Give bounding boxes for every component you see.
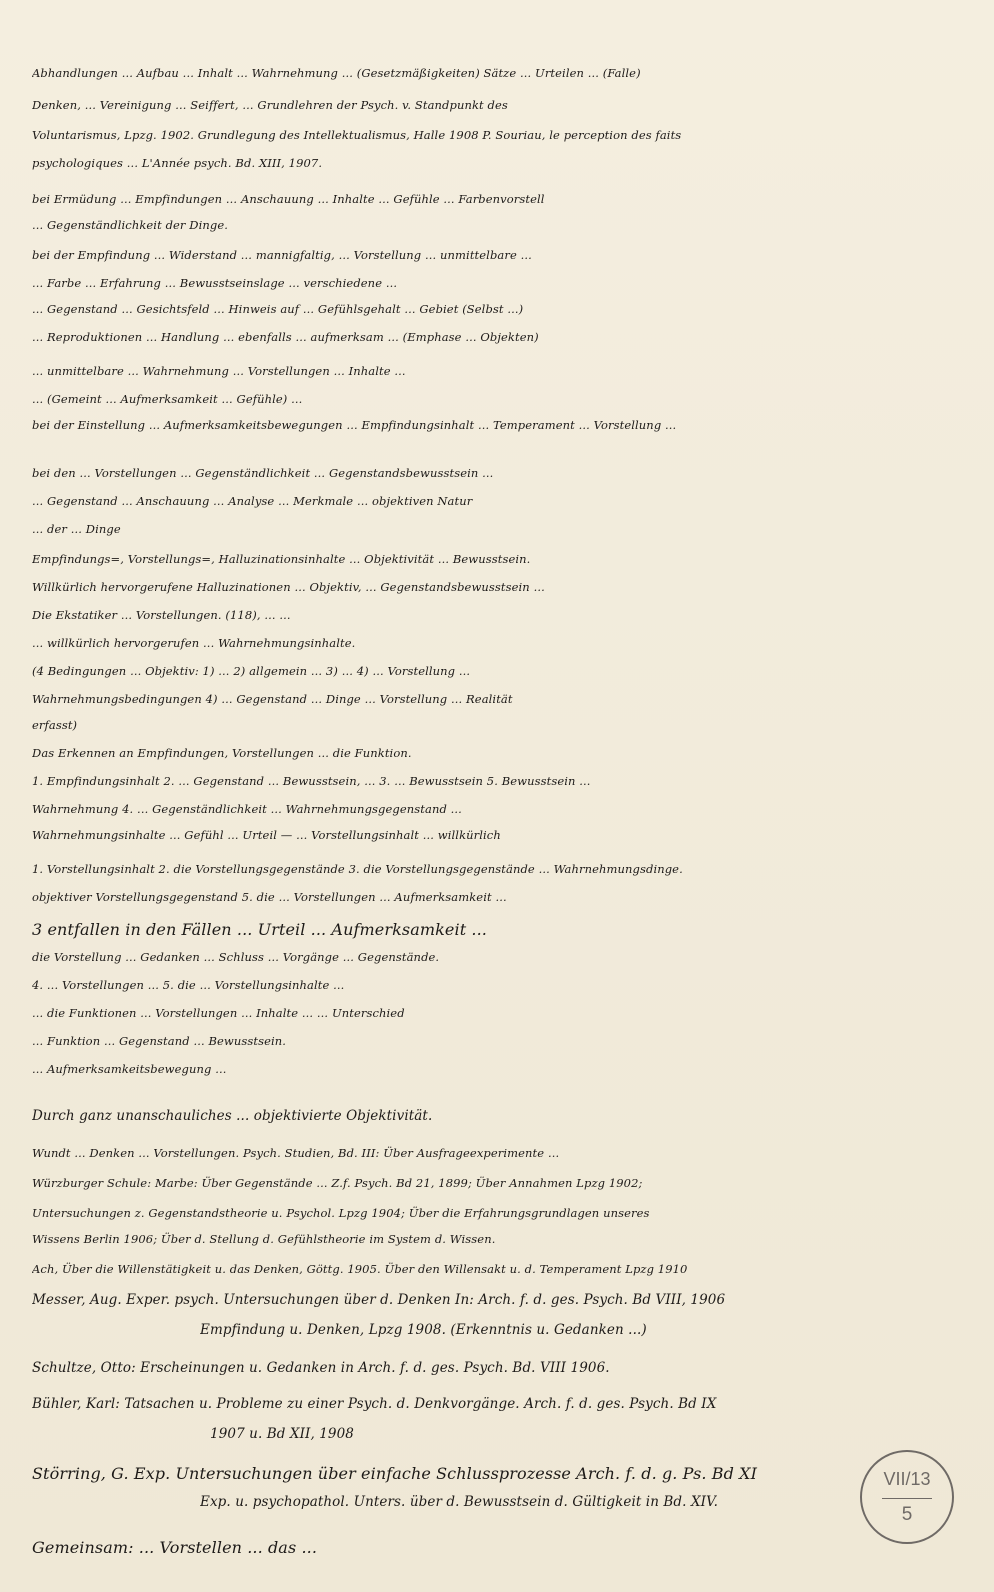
handwritten-line: ... Funktion ... Gegenstand ... Bewusstsein.: [32, 1034, 287, 1048]
stamp-divider: [882, 1498, 932, 1499]
archive-stamp: [860, 1450, 954, 1544]
stamp-signature: VII/13: [883, 1469, 931, 1489]
handwritten-line: Störring, G. Exp. Untersuchungen über einfache Schlussprozesse Arch. f. d. g. Ps. Bd XI: [32, 1464, 758, 1483]
handwritten-line: Untersuchungen z. Gegenstandstheorie u. Psychol. Lpzg 1904; Über die Erfahrungsgrundlagen unseres: [32, 1206, 650, 1220]
handwritten-line: Wundt ... Denken ... Vorstellungen. Psych. Studien, Bd. III: Über Ausfrageexperimente ...: [32, 1146, 560, 1160]
handwritten-line: Bühler, Karl: Tatsachen u. Probleme zu einer Psych. d. Denkvorgänge. Arch. f. d. ges. Psych. Bd IX: [32, 1396, 717, 1412]
handwritten-line: Messer, Aug. Exper. psych. Untersuchungen über d. Denken In: Arch. f. d. ges. Psych. Bd VIII, 1906: [32, 1292, 726, 1308]
handwritten-line: Gemeinsam: ... Vorstellen ... das ...: [32, 1538, 318, 1557]
handwritten-line: Wahrnehmungsinhalte ... Gefühl ... Urteil — ... Vorstellungsinhalt ... willkürlich: [32, 828, 501, 842]
handwritten-line: Wissens Berlin 1906; Über d. Stellung d. Gefühlstheorie im System d. Wissen.: [32, 1232, 496, 1246]
handwritten-line: 3 entfallen in den Fällen ... Urteil ... Aufmerksamkeit ...: [32, 920, 487, 939]
handwritten-line: ... der ... Dinge: [32, 522, 121, 536]
handwritten-line: ... Gegenstand ... Anschauung ... Analyse ... Merkmale ... objektiven Natur: [32, 494, 473, 508]
handwritten-line: Ach, Über die Willenstätigkeit u. das Denken, Göttg. 1905. Über den Willensakt u. d. Temperament Lpzg 1910: [32, 1262, 688, 1276]
handwritten-line: Schultze, Otto: Erscheinungen u. Gedanken in Arch. f. d. ges. Psych. Bd. VIII 1906.: [32, 1360, 610, 1376]
handwritten-line: ... Aufmerksamkeitsbewegung ...: [32, 1062, 227, 1076]
handwritten-line: ... Farbe ... Erfahrung ... Bewusstseinslage ... verschiedene ...: [32, 276, 398, 290]
stamp-page-number: 5: [901, 1504, 913, 1525]
handwritten-line: ... Gegenstand ... Gesichtsfeld ... Hinweis auf ... Gefühlsgehalt ... Gebiet (Selbst ...): [32, 302, 524, 316]
handwritten-line: 1. Vorstellungsinhalt 2. die Vorstellungsgegenstände 3. die Vorstellungsgegenstände ... Wahrnehmungsdinge.: [32, 862, 683, 876]
handwritten-line: bei der Empfindung ... Widerstand ... mannigfaltig, ... Vorstellung ... unmittelbare ...: [32, 248, 532, 262]
handwritten-line: ... willkürlich hervorgerufen ... Wahrnehmungsinhalte.: [32, 636, 356, 650]
handwritten-line: Wahrnehmungsbedingungen 4) ... Gegenstand ... Dinge ... Vorstellung ... Realität: [32, 692, 513, 706]
handwritten-line: die Vorstellung ... Gedanken ... Schluss ... Vorgänge ... Gegenstände.: [32, 950, 440, 964]
handwritten-line: Willkürlich hervorgerufene Halluzinationen ... Objektiv, ... Gegenstandsbewusstsein ...: [32, 580, 545, 594]
handwritten-line: Empfindungs=, Vorstellungs=, Halluzinationsinhalte ... Objektivität ... Bewusstsein.: [32, 552, 531, 566]
handwritten-line: bei Ermüdung ... Empfindungen ... Anschauung ... Inhalte ... Gefühle ... Farbenvorstell: [32, 192, 545, 206]
handwritten-line: Abhandlungen ... Aufbau ... Inhalt ... Wahrnehmung ... (Gesetzmäßigkeiten) Sätze ... Urteilen ... (Falle): [32, 66, 641, 80]
handwritten-line: Voluntarismus, Lpzg. 1902. Grundlegung des Intellektualismus, Halle 1908 P. Souriau, le perception des faits: [32, 128, 682, 142]
handwritten-line: ... unmittelbare ... Wahrnehmung ... Vorstellungen ... Inhalte ...: [32, 364, 406, 378]
handwritten-line: Empfindung u. Denken, Lpzg 1908. (Erkenntnis u. Gedanken ...): [200, 1322, 647, 1338]
handwritten-line: Wahrnehmung 4. ... Gegenständlichkeit ... Wahrnehmungsgegenstand ...: [32, 802, 462, 816]
handwritten-line: Die Ekstatiker ... Vorstellungen. (118), ... ...: [32, 608, 291, 622]
handwritten-line: ... Gegenständlichkeit der Dinge.: [32, 218, 229, 232]
handwritten-line: Das Erkennen an Empfindungen, Vorstellungen ... die Funktion.: [32, 746, 412, 760]
handwritten-line: psychologiques ... L'Année psych. Bd. XIII, 1907.: [32, 156, 323, 170]
handwritten-line: objektiver Vorstellungsgegenstand 5. die ... Vorstellungen ... Aufmerksamkeit ...: [32, 890, 507, 904]
handwritten-line: bei den ... Vorstellungen ... Gegenständlichkeit ... Gegenstandsbewusstsein ...: [32, 466, 494, 480]
handwritten-line: ... Reproduktionen ... Handlung ... ebenfalls ... aufmerksam ... (Emphase ... Objekten): [32, 330, 539, 344]
handwritten-line: Würzburger Schule: Marbe: Über Gegenstände ... Z.f. Psych. Bd 21, 1899; Über Annahmen Lpzg 1902;: [32, 1176, 643, 1190]
handwritten-line: ... (Gemeint ... Aufmerksamkeit ... Gefühle) ...: [32, 392, 303, 406]
handwritten-line: erfasst): [32, 718, 78, 732]
handwritten-line: Denken, ... Vereinigung ... Seiffert, ... Grundlehren der Psych. v. Standpunkt des: [32, 98, 508, 112]
handwritten-line: ... die Funktionen ... Vorstellungen ... Inhalte ... ... Unterschied: [32, 1006, 405, 1020]
handwritten-line: 1. Empfindungsinhalt 2. ... Gegenstand ... Bewusstsein, ... 3. ... Bewusstsein 5. Bewusstsein ...: [32, 774, 591, 788]
handwritten-line: 1907 u. Bd XII, 1908: [210, 1426, 354, 1442]
handwritten-line: Durch ganz unanschauliches ... objektivierte Objektivität.: [32, 1108, 433, 1124]
handwritten-line: Exp. u. psychopathol. Unters. über d. Bewusstsein d. Gültigkeit in Bd. XIV.: [200, 1494, 718, 1510]
handwritten-line: 4. ... Vorstellungen ... 5. die ... Vorstellungsinhalte ...: [32, 978, 345, 992]
handwritten-line: (4 Bedingungen ... Objektiv: 1) ... 2) allgemein ... 3) ... 4) ... Vorstellung ...: [32, 664, 471, 678]
handwritten-line: bei der Einstellung ... Aufmerksamkeitsbewegungen ... Empfindungsinhalt ... Temperament ... Vorstellung ...: [32, 418, 677, 432]
